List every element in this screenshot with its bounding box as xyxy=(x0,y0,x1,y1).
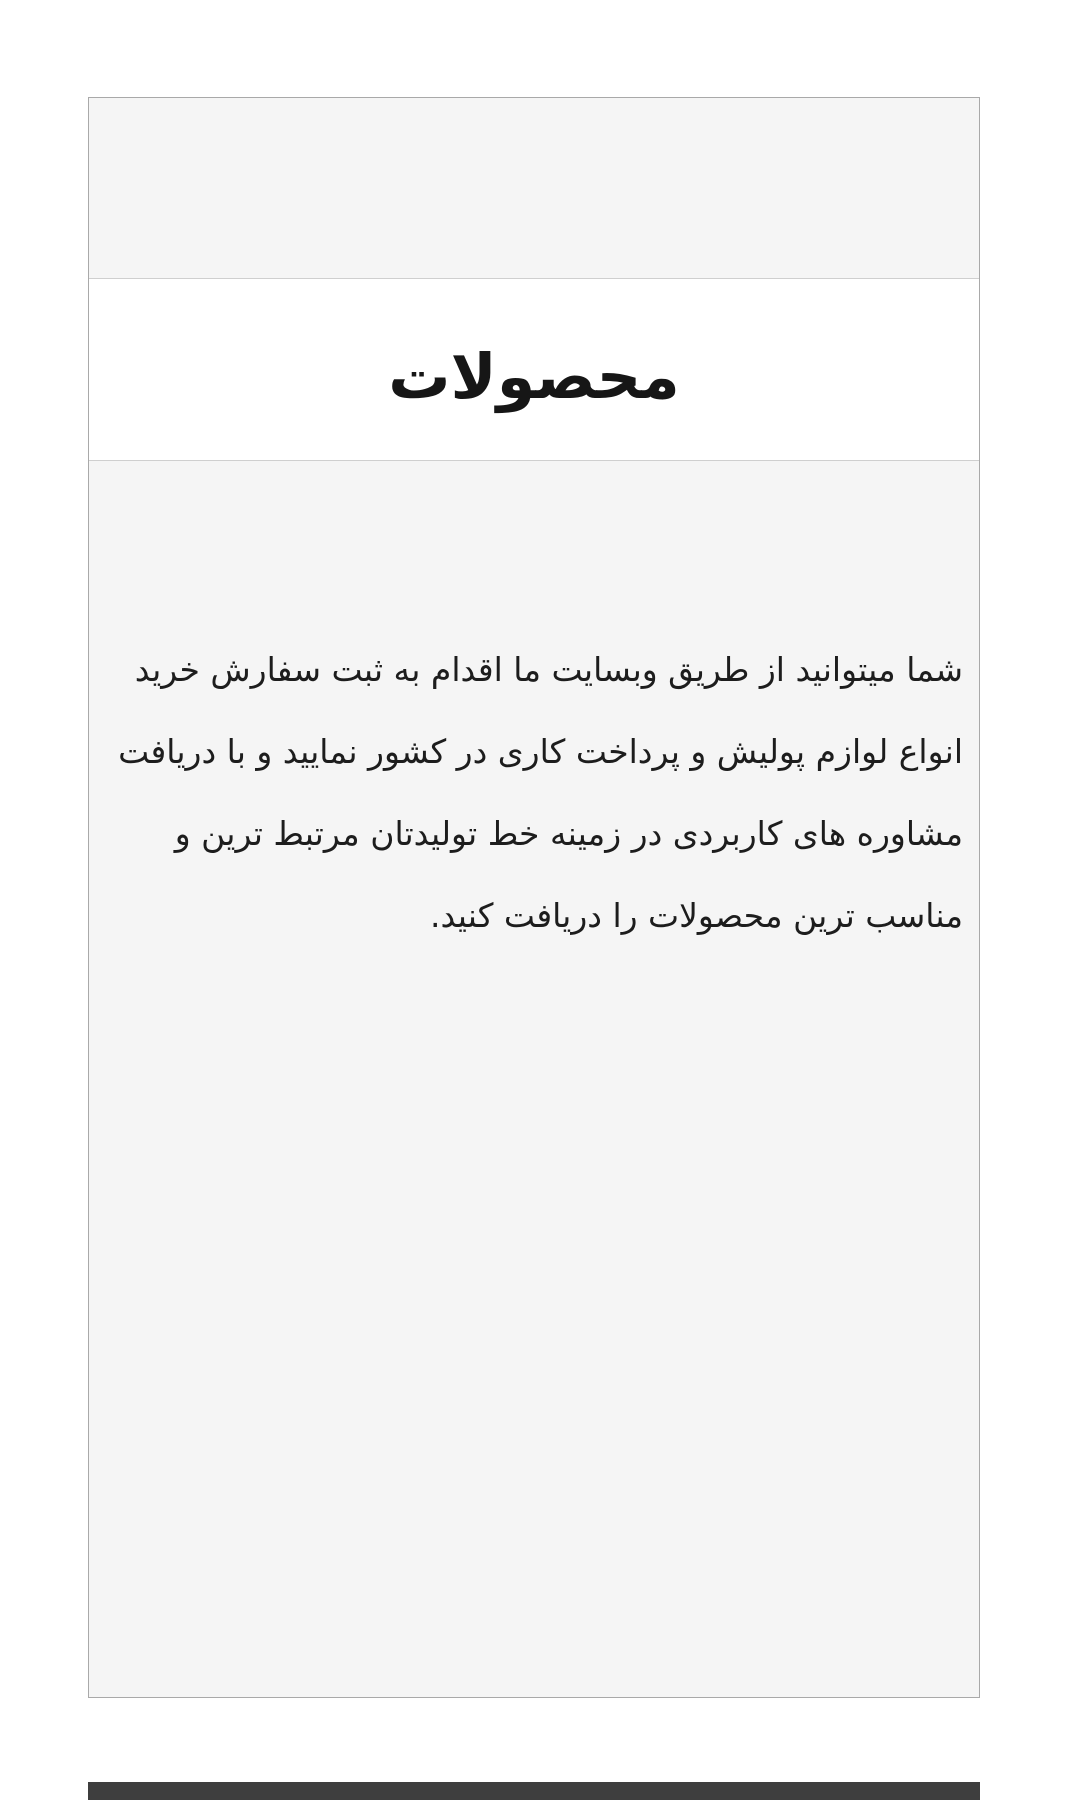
page-title: محصولات xyxy=(388,340,680,413)
card-header-spacer xyxy=(89,98,979,279)
content-card xyxy=(88,97,980,1698)
paragraph-line: انواع لوازم پولیش و پرداخت کاری در کشور نمایید و با دریافت xyxy=(118,732,963,771)
paragraph-line: مناسب ترین محصولات را دریافت کنید. xyxy=(429,896,963,935)
card-title-section xyxy=(89,279,979,461)
paragraph-line: مشاوره های کاربردی در زمینه خط تولیدتان مرتبط ترین و xyxy=(174,814,963,853)
card-body-section xyxy=(89,461,979,1697)
footer-bar xyxy=(88,1782,980,1800)
paragraph-line: شما میتوانید از طریق وبسایت ما اقدام به ثبت سفارش خرید xyxy=(134,650,963,689)
intro-paragraph xyxy=(105,629,963,957)
